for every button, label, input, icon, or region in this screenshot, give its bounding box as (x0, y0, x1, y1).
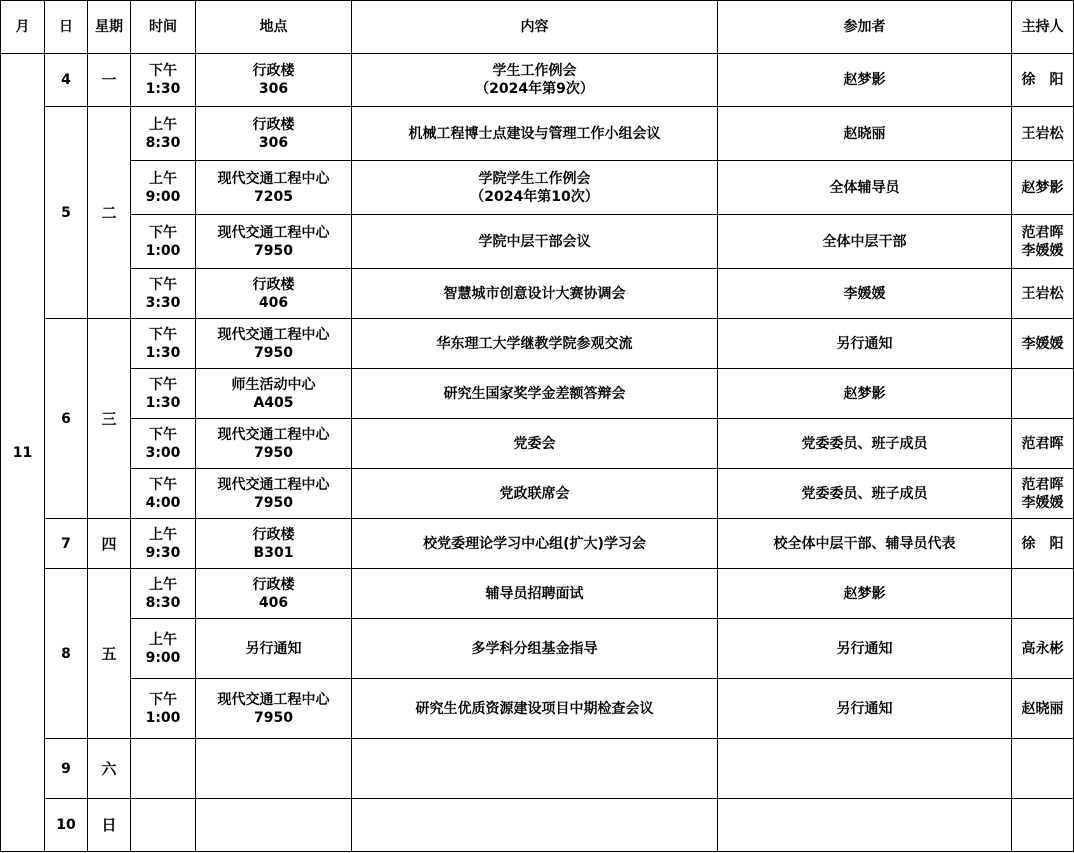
location-line: 7950 (254, 494, 293, 511)
time-line: 下午 (149, 426, 177, 443)
month-cell: 11 (1, 54, 45, 852)
header-time: 时间 (131, 1, 196, 54)
event-location (196, 519, 352, 569)
table-row (1, 569, 1074, 619)
content-line: 辅导员招聘面试 (485, 585, 584, 602)
participants-line: 赵梦影 (843, 72, 886, 88)
event-host (1012, 799, 1074, 852)
location-line: 行政楼 (252, 276, 295, 293)
schedule-body (1, 54, 1074, 852)
location-line: 另行通知 (245, 640, 302, 657)
table-row (1, 419, 1074, 469)
day-cell: 9 (45, 739, 88, 799)
header-host: 主持人 (1012, 1, 1074, 54)
host-line: 李媛媛 (1021, 494, 1064, 511)
host-line: 范君晖 (1021, 435, 1064, 452)
table-row (1, 799, 1074, 852)
participants-line: 另行通知 (836, 700, 893, 717)
time-line: 下午 (149, 376, 177, 393)
content-line: 多学科分组基金指导 (471, 640, 598, 657)
location-line: 现代交通工程中心 (217, 426, 330, 443)
event-time (131, 215, 196, 269)
event-location (196, 619, 352, 679)
event-content (352, 161, 718, 215)
location-line: 7950 (254, 242, 293, 259)
event-participants (718, 419, 1012, 469)
time-line: 9:00 (145, 649, 181, 666)
day-cell: 7 (45, 519, 88, 569)
participants-line: 李媛媛 (843, 285, 886, 302)
content-line: 学生工作例会 (492, 63, 577, 79)
event-host (1012, 319, 1074, 369)
event-location (196, 369, 352, 419)
weekday-cell: 四 (88, 519, 131, 569)
event-host (1012, 569, 1074, 619)
event-location (196, 469, 352, 519)
header-row (1, 1, 1074, 54)
time-line: 1:00 (145, 709, 181, 726)
location-line: 行政楼 (252, 63, 295, 79)
event-content (352, 215, 718, 269)
event-participants (718, 161, 1012, 215)
location-line: 现代交通工程中心 (217, 691, 330, 708)
day-cell: 8 (45, 569, 88, 739)
host-line: 李媛媛 (1021, 242, 1064, 259)
participants-line: 全体中层干部 (822, 233, 907, 250)
header-content: 内容 (352, 1, 718, 54)
location-line: 7950 (254, 444, 293, 461)
time-line: 1:00 (145, 242, 181, 259)
header-day: 日 (45, 1, 88, 54)
weekday-cell: 三 (88, 319, 131, 519)
host-line: 王岩松 (1021, 285, 1064, 302)
content-line: 党委会 (513, 435, 556, 452)
event-time (131, 679, 196, 739)
content-line: 校党委理论学习中心组(扩大)学习会 (423, 535, 646, 552)
time-line: 4:00 (145, 494, 181, 511)
event-time (131, 619, 196, 679)
time-line: 9:30 (145, 544, 181, 561)
event-host (1012, 469, 1074, 519)
event-host (1012, 419, 1074, 469)
event-content (352, 619, 718, 679)
table-row (1, 319, 1074, 369)
event-time (131, 419, 196, 469)
table-row (1, 679, 1074, 739)
event-time (131, 369, 196, 419)
event-host (1012, 107, 1074, 161)
event-participants (718, 369, 1012, 419)
time-line: 下午 (149, 691, 177, 708)
event-participants (718, 619, 1012, 679)
day-cell: 10 (45, 799, 88, 852)
table-row (1, 54, 1074, 107)
event-content (352, 369, 718, 419)
event-location (196, 107, 352, 161)
participants-line: 全体辅导员 (829, 179, 900, 196)
content-line: 党政联席会 (499, 485, 570, 502)
time-line: 3:30 (145, 294, 181, 311)
time-line: 1:30 (145, 81, 181, 97)
host-line: 高永彬 (1021, 640, 1064, 657)
event-content (352, 419, 718, 469)
event-content (352, 269, 718, 319)
participants-line: 另行通知 (836, 335, 893, 352)
host-line: 李媛媛 (1021, 335, 1064, 352)
location-line: 现代交通工程中心 (217, 170, 330, 187)
participants-line: 赵梦影 (843, 385, 886, 402)
day-cell: 5 (45, 107, 88, 319)
event-participants (718, 739, 1012, 799)
header-participants: 参加者 (718, 1, 1012, 54)
content-line: 研究生国家奖学金差额答辩会 (443, 385, 626, 402)
location-line: 306 (258, 134, 289, 151)
location-line: B301 (253, 544, 294, 561)
event-participants (718, 54, 1012, 107)
event-time (131, 739, 196, 799)
event-location (196, 419, 352, 469)
event-time (131, 519, 196, 569)
day-cell: 4 (45, 54, 88, 107)
header-month: 月 (1, 1, 45, 54)
event-location (196, 215, 352, 269)
event-host (1012, 161, 1074, 215)
host-line: 徐 阳 (1021, 535, 1064, 552)
event-content (352, 107, 718, 161)
header-weekday: 星期 (88, 1, 131, 54)
event-content (352, 569, 718, 619)
time-line: 1:30 (145, 344, 181, 361)
participants-line: 赵梦影 (843, 585, 886, 602)
event-participants (718, 215, 1012, 269)
event-location (196, 739, 352, 799)
event-time (131, 569, 196, 619)
table-row (1, 161, 1074, 215)
event-participants (718, 679, 1012, 739)
time-line: 下午 (149, 276, 177, 293)
participants-line: 党委委员、班子成员 (801, 435, 928, 452)
location-line: 7205 (254, 188, 293, 205)
time-line: 下午 (149, 224, 177, 241)
time-line: 3:00 (145, 444, 181, 461)
table-row (1, 215, 1074, 269)
event-participants (718, 799, 1012, 852)
weekday-cell: 一 (88, 54, 131, 107)
event-time (131, 54, 196, 107)
event-host (1012, 519, 1074, 569)
time-line: 上午 (149, 631, 177, 648)
location-line: 7950 (254, 344, 293, 361)
weekday-cell: 六 (88, 739, 131, 799)
event-participants (718, 319, 1012, 369)
location-line: 行政楼 (252, 576, 295, 593)
time-line: 下午 (149, 63, 177, 79)
time-line: 8:30 (145, 594, 181, 611)
header-location: 地点 (196, 1, 352, 54)
content-line: （2024年第9次） (475, 81, 594, 97)
participants-line: 另行通知 (836, 640, 893, 657)
event-content (352, 519, 718, 569)
event-host (1012, 679, 1074, 739)
event-participants (718, 269, 1012, 319)
event-participants (718, 519, 1012, 569)
host-line: 范君晖 (1021, 476, 1064, 493)
time-line: 上午 (149, 170, 177, 187)
event-time (131, 107, 196, 161)
event-time (131, 799, 196, 852)
content-line: 华东理工大学继教学院参观交流 (436, 335, 633, 352)
event-location (196, 569, 352, 619)
event-host (1012, 369, 1074, 419)
participants-line: 赵晓丽 (843, 125, 886, 142)
event-time (131, 269, 196, 319)
content-line: 学院中层干部会议 (478, 233, 591, 250)
host-line: 范君晖 (1021, 224, 1064, 241)
event-content (352, 799, 718, 852)
table-row (1, 369, 1074, 419)
event-location (196, 679, 352, 739)
weekday-cell: 二 (88, 107, 131, 319)
location-line: 7950 (254, 709, 293, 726)
weekday-cell: 五 (88, 569, 131, 739)
event-time (131, 469, 196, 519)
table-row (1, 739, 1074, 799)
time-line: 上午 (149, 116, 177, 133)
host-line: 王岩松 (1021, 125, 1064, 142)
time-line: 下午 (149, 476, 177, 493)
content-line: 智慧城市创意设计大赛协调会 (443, 285, 626, 302)
location-line: 行政楼 (252, 116, 295, 133)
event-time (131, 161, 196, 215)
event-content (352, 679, 718, 739)
host-line: 赵晓丽 (1021, 700, 1064, 717)
table-row (1, 107, 1074, 161)
location-line: 406 (258, 294, 289, 311)
event-location (196, 161, 352, 215)
event-host (1012, 54, 1074, 107)
event-location (196, 269, 352, 319)
event-host (1012, 269, 1074, 319)
content-line: 学院学生工作例会 (478, 170, 591, 187)
event-content (352, 319, 718, 369)
event-content (352, 54, 718, 107)
event-host (1012, 739, 1074, 799)
location-line: A405 (253, 394, 294, 411)
event-host (1012, 619, 1074, 679)
event-content (352, 469, 718, 519)
event-location (196, 319, 352, 369)
event-content (352, 739, 718, 799)
location-line: 406 (258, 594, 289, 611)
content-line: 研究生优质资源建设项目中期检查会议 (415, 700, 654, 717)
content-line: （2024年第10次） (470, 188, 599, 205)
location-line: 现代交通工程中心 (217, 476, 330, 493)
table-row (1, 269, 1074, 319)
host-line: 徐 阳 (1021, 72, 1064, 88)
participants-line: 党委委员、班子成员 (801, 485, 928, 502)
time-line: 1:30 (145, 394, 181, 411)
table-row (1, 469, 1074, 519)
participants-line: 校全体中层干部、辅导员代表 (773, 535, 956, 552)
event-participants (718, 569, 1012, 619)
event-participants (718, 107, 1012, 161)
location-line: 师生活动中心 (231, 376, 316, 393)
location-line: 306 (258, 81, 289, 97)
location-line: 行政楼 (252, 526, 295, 543)
event-participants (718, 469, 1012, 519)
event-location (196, 799, 352, 852)
location-line: 现代交通工程中心 (217, 326, 330, 343)
host-line: 赵梦影 (1021, 179, 1064, 196)
event-time (131, 319, 196, 369)
day-cell: 6 (45, 319, 88, 519)
time-line: 上午 (149, 526, 177, 543)
content-line: 机械工程博士点建设与管理工作小组会议 (408, 125, 661, 142)
table-row (1, 519, 1074, 569)
time-line: 下午 (149, 326, 177, 343)
weekday-cell: 日 (88, 799, 131, 852)
time-line: 9:00 (145, 188, 181, 205)
event-host (1012, 215, 1074, 269)
time-line: 8:30 (145, 134, 181, 151)
event-location (196, 54, 352, 107)
location-line: 现代交通工程中心 (217, 224, 330, 241)
table-row (1, 619, 1074, 679)
time-line: 上午 (149, 576, 177, 593)
